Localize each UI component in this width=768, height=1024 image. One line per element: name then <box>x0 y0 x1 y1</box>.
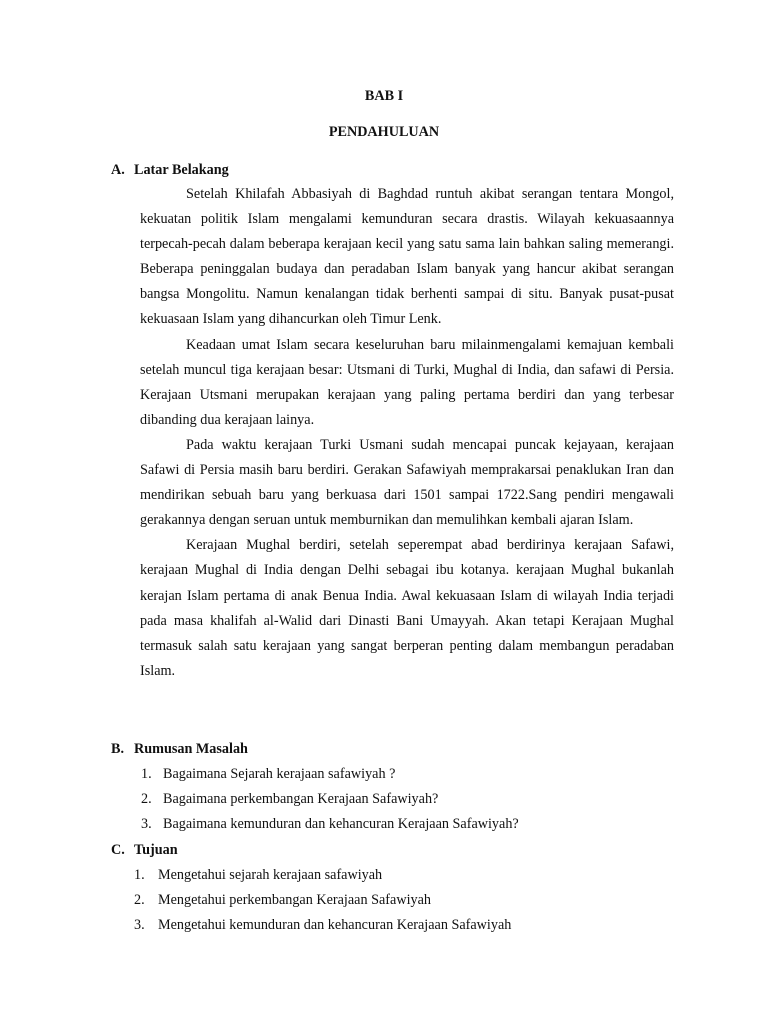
list-item-number: 1. <box>141 766 152 782</box>
objective-list <box>134 863 511 938</box>
section-a-letter: A. <box>111 162 125 178</box>
list-item-number: 3. <box>141 816 152 833</box>
list-item-text: Bagaimana perkembangan Kerajaan Safawiyah? <box>163 791 439 808</box>
list-item <box>141 762 519 787</box>
list-item <box>134 888 511 913</box>
chapter-title: PENDAHULUAN <box>328 124 440 140</box>
section-a-heading <box>111 162 229 179</box>
chapter-label: BAB I <box>364 88 404 104</box>
list-item-number: 1. <box>134 867 145 883</box>
problem-list <box>141 762 519 837</box>
section-c-title: Tujuan <box>134 842 178 858</box>
paragraph-3: Pada waktu kerajaan Turki Usmani sudah mencapai puncak kejayaan, kerajaan Safawi di Persia masih baru berdiri. Gerakan Safawiyah memprakarsai penaklukan Iran dan mendirikan sebuah baru yang berkuasa dari 1501 sampai 1722.Sang pendiri mengawali gerakannya dengan seruan untuk memburnikan dan memulihkan kembali ajaran Islam. <box>140 436 674 529</box>
list-item-text: Mengetahui perkembangan Kerajaan Safawiyah <box>158 892 431 909</box>
section-a-title: Latar Belakang <box>134 162 229 178</box>
list-item <box>141 787 519 812</box>
list-item <box>134 863 511 888</box>
section-a-body <box>140 182 674 684</box>
paragraph-2: Keadaan umat Islam secara keseluruhan baru milainmengalami kemajuan kembali setelah muncul tiga kerajaan besar: Utsmani di Turki, Mughal di India, dan safawi di Persia. Kerajaan Utsmani merupakan kerajaan yang paling pertama berdiri dan yang terbesar dibanding dua kerajaan lainya. <box>140 336 674 428</box>
section-b-letter: B. <box>111 741 125 757</box>
list-item-number: 2. <box>134 892 145 909</box>
section-b-heading <box>111 741 248 758</box>
list-item-text: Bagaimana Sejarah kerajaan safawiyah ? <box>163 766 396 782</box>
section-c-heading <box>111 842 178 859</box>
section-c-letter: C. <box>111 842 125 858</box>
list-item-text: Bagaimana kemunduran dan kehancuran Kerajaan Safawiyah? <box>163 816 519 833</box>
list-item-number: 2. <box>141 791 152 808</box>
list-item <box>134 913 511 938</box>
section-b-title: Rumusan Masalah <box>134 741 248 757</box>
list-item-text: Mengetahui sejarah kerajaan safawiyah <box>158 867 383 883</box>
paragraph-1: Setelah Khilafah Abbasiyah di Baghdad runtuh akibat serangan tentara Mongol, kekuatan politik Islam mengalami kemunduran secara drastis. Wilayah kekuasaannya terpecah-pecah dalam beberapa kerajaan kecil yang satu sama lain bahkan saling memerangi. Beberapa peninggalan budaya dan peradaban Islam banyak yang hancur akibat serangan bangsa Mongolitu. Namun kenalangan tidak berhenti sampai di situ. Banyak pusat-pusat kekuasaan Islam yang dihancurkan oleh Timur Lenk. <box>140 186 674 328</box>
list-item-number: 3. <box>134 917 145 934</box>
paragraph-4: Kerajaan Mughal berdiri, setelah seperempat abad berdirinya kerajaan Safawi, kerajaan Mughal di India dengan Delhi sebagai ibu kotanya. kerajaan Mughal bukanlah kerajan Islam pertama di anak Benua India. Awal kekuasaan Islam di wilayah India terjadi pada masa khalifah al-Walid dari Dinasti Bani Umayyah. Akan tetapi Kerajaan Mughal termasuk salah satu kerajaan yang sangat berperan penting dalam membangun peradaban Islam. <box>140 537 674 679</box>
list-item-text: Mengetahui kemunduran dan kehancuran Kerajaan Safawiyah <box>158 917 512 934</box>
list-item <box>141 812 519 837</box>
